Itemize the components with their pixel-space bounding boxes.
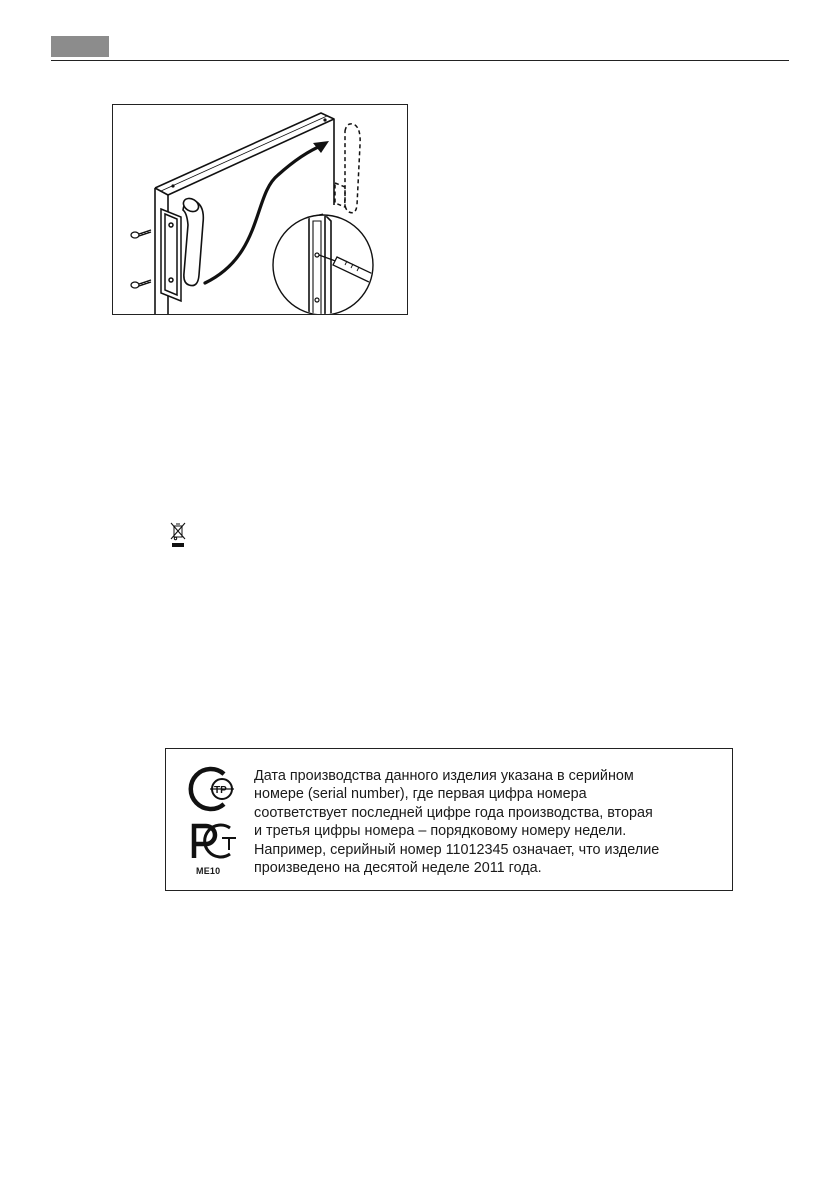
info-line: соответствует последней цифре года производства, вторая (254, 804, 653, 821)
production-date-text (254, 767, 724, 877)
pct-gost-r-mark-icon (186, 818, 240, 864)
production-date-info-box (165, 748, 733, 891)
certificate-code: ME10 (196, 866, 221, 876)
info-line: Например, серийный номер 11012345 означает, что изделие (254, 841, 660, 858)
info-line: произведено на десятой неделе 2011 года. (254, 860, 542, 877)
certification-logos (186, 766, 242, 878)
header-tab-marker (51, 36, 109, 57)
svg-text:ТР: ТР (214, 785, 227, 796)
eac-tr-mark-icon (186, 766, 240, 812)
crossed-out-wheelie-bin-icon (170, 522, 186, 550)
header-rule (51, 60, 789, 61)
info-line: и третья цифры номера – порядковому номеру недели. (254, 823, 627, 840)
info-line: номере (serial number), где первая цифра номера (254, 786, 587, 803)
info-line: Дата производства данного изделия указана в серийном (254, 768, 634, 784)
door-handle-illustration (112, 104, 408, 315)
door-handle-removal-diagram-icon (113, 105, 407, 314)
